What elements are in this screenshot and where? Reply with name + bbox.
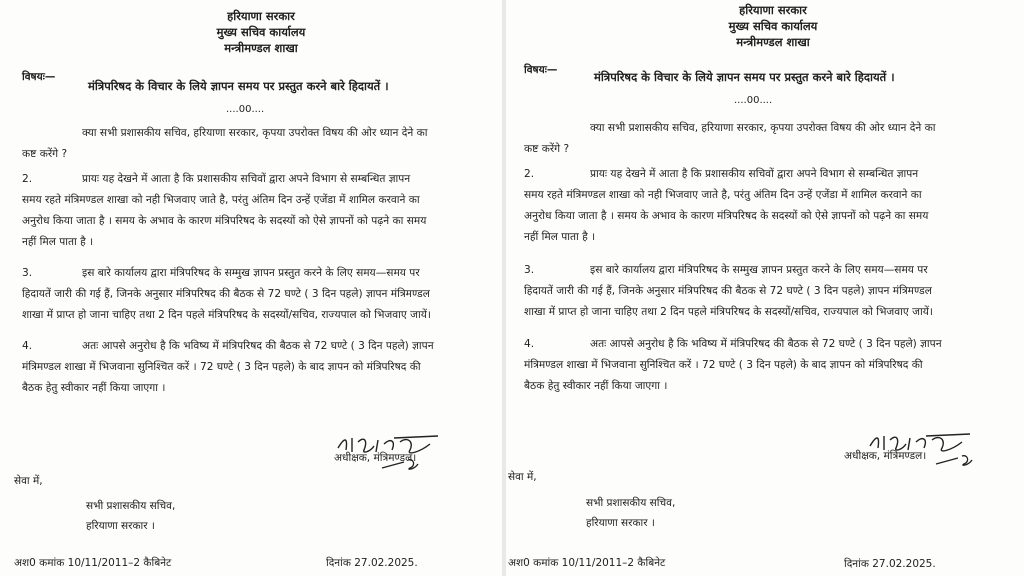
section-marker: ....00.... (226, 104, 265, 115)
signatory-title: अधीक्षक, मंत्रिमण्डल। (844, 450, 927, 462)
para2-number: 2. (22, 173, 33, 185)
header-line2: मुख्य सचिव कार्यालय (728, 19, 818, 33)
document-right (506, 0, 1024, 576)
paragraph-4 (22, 336, 490, 399)
para2-line4: नहीं मिल पाता है । (22, 236, 94, 248)
para2-line2: समय रहते मंत्रिमण्डल शाखा को नही भिजवाए जाते है, परंतु अंतिम दिन उन्हें एजेंडा में शामिल करवाने का (524, 189, 922, 201)
paragraph-3 (524, 260, 1008, 323)
para3-line1: इस बारे कार्यालय द्वारा मंत्रिपरिषद के सम्मुख ज्ञापन प्रस्तुत करने के लिए समय—समय पर (82, 267, 420, 279)
signature-mark (380, 456, 420, 472)
para4-line2: मंत्रिमण्डल शाखा में भिजवाना सुनिश्चित करें । 72 घण्टे ( 3 दिन पहले) के बाद ज्ञापन को मंत्रिपरिषद की (524, 359, 923, 371)
addressee (586, 493, 675, 533)
subject-text: मंत्रिपरिषद के विचार के लिये ज्ञापन समय पर प्रस्तुत करने बारे हिदायतें । (88, 79, 389, 93)
para3-number: 3. (22, 267, 33, 279)
para1-line2: कष्ट करेंगे ? (524, 143, 570, 155)
reference-number: अश0 कमांक 10/11/2011–2 कैबिनेट (14, 557, 172, 569)
para2-number: 2. (524, 168, 535, 180)
addressee-line1: सभी प्रशासकीय सचिव, (86, 500, 176, 512)
to-label: सेवा में, (14, 475, 43, 487)
para3-number: 3. (524, 264, 535, 276)
header-line1: हरियाणा सरकार (739, 3, 807, 17)
addressee (86, 496, 175, 536)
para2-line3: अनुरोध किया जाता है । समय के अभाव के कारण मंत्रिपरिषद के सदस्यों को ऐसे ज्ञापनों को पढ़ने का समय (524, 210, 929, 222)
para1-line1: क्या सभी प्रशासकीय सचिव, हरियाणा सरकार, कृपया उपरोक्त विषय की ओर ध्यान देने का (82, 127, 428, 139)
para1-line2: कष्ट करेंगे ? (22, 148, 68, 160)
document-left (0, 0, 502, 576)
paragraph-1 (22, 123, 490, 165)
signature-mark (934, 452, 974, 468)
header-line3: मन्त्रीमण्डल शाखा (736, 35, 810, 49)
paragraph-4 (524, 334, 1008, 397)
subject-label: विषयः— (524, 64, 558, 76)
para4-line3: बैठक हेतु स्वीकार नहीं किया जाएगा । (22, 382, 166, 394)
para2-line2: समय रहते मंत्रिमण्डल शाखा को नही भिजवाए जाते है, परंतु अंतिम दिन उन्हें एजेंडा में शामिल करवाने का (22, 194, 420, 206)
para4-line2: मंत्रिमण्डल शाखा में भिजवाना सुनिश्चित करें । 72 घण्टे ( 3 दिन पहले) के बाद ज्ञापन को मंत्रिपरिषद की (22, 361, 421, 373)
para3-line3: शाखा में प्राप्त हो जाना चाहिए तथा 2 दिन पहले मंत्रिपरिषद के सदस्यों/सचिव, राज्यपाल को भिजवाए जायें। (524, 306, 933, 318)
para4-number: 4. (524, 338, 535, 350)
header-line2: मुख्य सचिव कार्यालय (216, 25, 306, 39)
para4-line1: अतः आपसे अनुरोध है कि भविष्य में मंत्रिपरिषद की बैठक से 72 घण्टे ( 3 दिन पहले) ज्ञापन (82, 340, 434, 352)
addressee-line1: सभी प्रशासकीय सचिव, (586, 497, 676, 509)
header-line3: मन्त्रीमण्डल शाखा (224, 41, 298, 55)
para4-number: 4. (22, 340, 33, 352)
para4-line3: बैठक हेतु स्वीकार नहीं किया जाएगा । (524, 380, 668, 392)
paragraph-2 (22, 169, 490, 253)
addressee-line2: हरियाणा सरकार । (586, 517, 655, 529)
para2-line1: प्रायः यह देखने में आता है कि प्रशासकीय सचिवों द्वारा अपने विभाग से सम्बन्धित ज्ञापन (82, 173, 411, 185)
para2-line1: प्रायः यह देखने में आता है कि प्रशासकीय सचिवों द्वारा अपने विभाग से सम्बन्धित ज्ञापन (590, 168, 919, 180)
addressee-line2: हरियाणा सरकार । (86, 520, 155, 532)
reference-number: अश0 कमांक 10/11/2011–2 कैबिनेट (508, 557, 666, 569)
letter-date: दिनांक 27.02.2025. (844, 558, 936, 570)
header-line1: हरियाणा सरकार (227, 9, 295, 23)
para3-line2: हिदायतें जारी की गई हैं, जिनके अनुसार मंत्रिपरिषद की बैठक से 72 घण्टे ( 3 दिन पहले) ज्ञापन मंत्रिमण्डल (524, 285, 932, 297)
paragraph-1 (524, 118, 1008, 160)
paragraph-3 (22, 263, 490, 326)
para3-line2: हिदायतें जारी की गई हैं, जिनके अनुसार मंत्रिपरिषद की बैठक से 72 घण्टे ( 3 दिन पहले) ज्ञापन मंत्रिमण्डल (22, 288, 430, 300)
subject-label: विषयः— (22, 71, 56, 83)
paragraph-2 (524, 164, 1008, 248)
para2-line3: अनुरोध किया जाता है । समय के अभाव के कारण मंत्रिपरिषद के सदस्यों को ऐसे ज्ञापनों को पढ़ने का समय (22, 215, 427, 227)
to-label: सेवा में, (508, 471, 537, 483)
para4-line1: अतः आपसे अनुरोध है कि भविष्य में मंत्रिपरिषद की बैठक से 72 घण्टे ( 3 दिन पहले) ज्ञापन (590, 338, 942, 350)
signatory-title: अधीक्षक, मंत्रिमण्डल। (334, 452, 417, 464)
letterhead (718, 2, 828, 50)
para2-line4: नहीं मिल पाता है । (524, 231, 596, 243)
letterhead (206, 8, 316, 56)
para3-line3: शाखा में प्राप्त हो जाना चाहिए तथा 2 दिन पहले मंत्रिपरिषद के सदस्यों/सचिव, राज्यपाल को भिजवाए जायें। (22, 309, 431, 321)
para1-line1: क्या सभी प्रशासकीय सचिव, हरियाणा सरकार, कृपया उपरोक्त विषय की ओर ध्यान देने का (590, 122, 936, 134)
subject-text: मंत्रिपरिषद के विचार के लिये ज्ञापन समय पर प्रस्तुत करने बारे हिदायतें । (594, 70, 895, 84)
letter-date: दिनांक 27.02.2025. (326, 557, 418, 569)
para3-line1: इस बारे कार्यालय द्वारा मंत्रिपरिषद के सम्मुख ज्ञापन प्रस्तुत करने के लिए समय—समय पर (590, 264, 928, 276)
section-marker: ....00.... (734, 95, 773, 106)
